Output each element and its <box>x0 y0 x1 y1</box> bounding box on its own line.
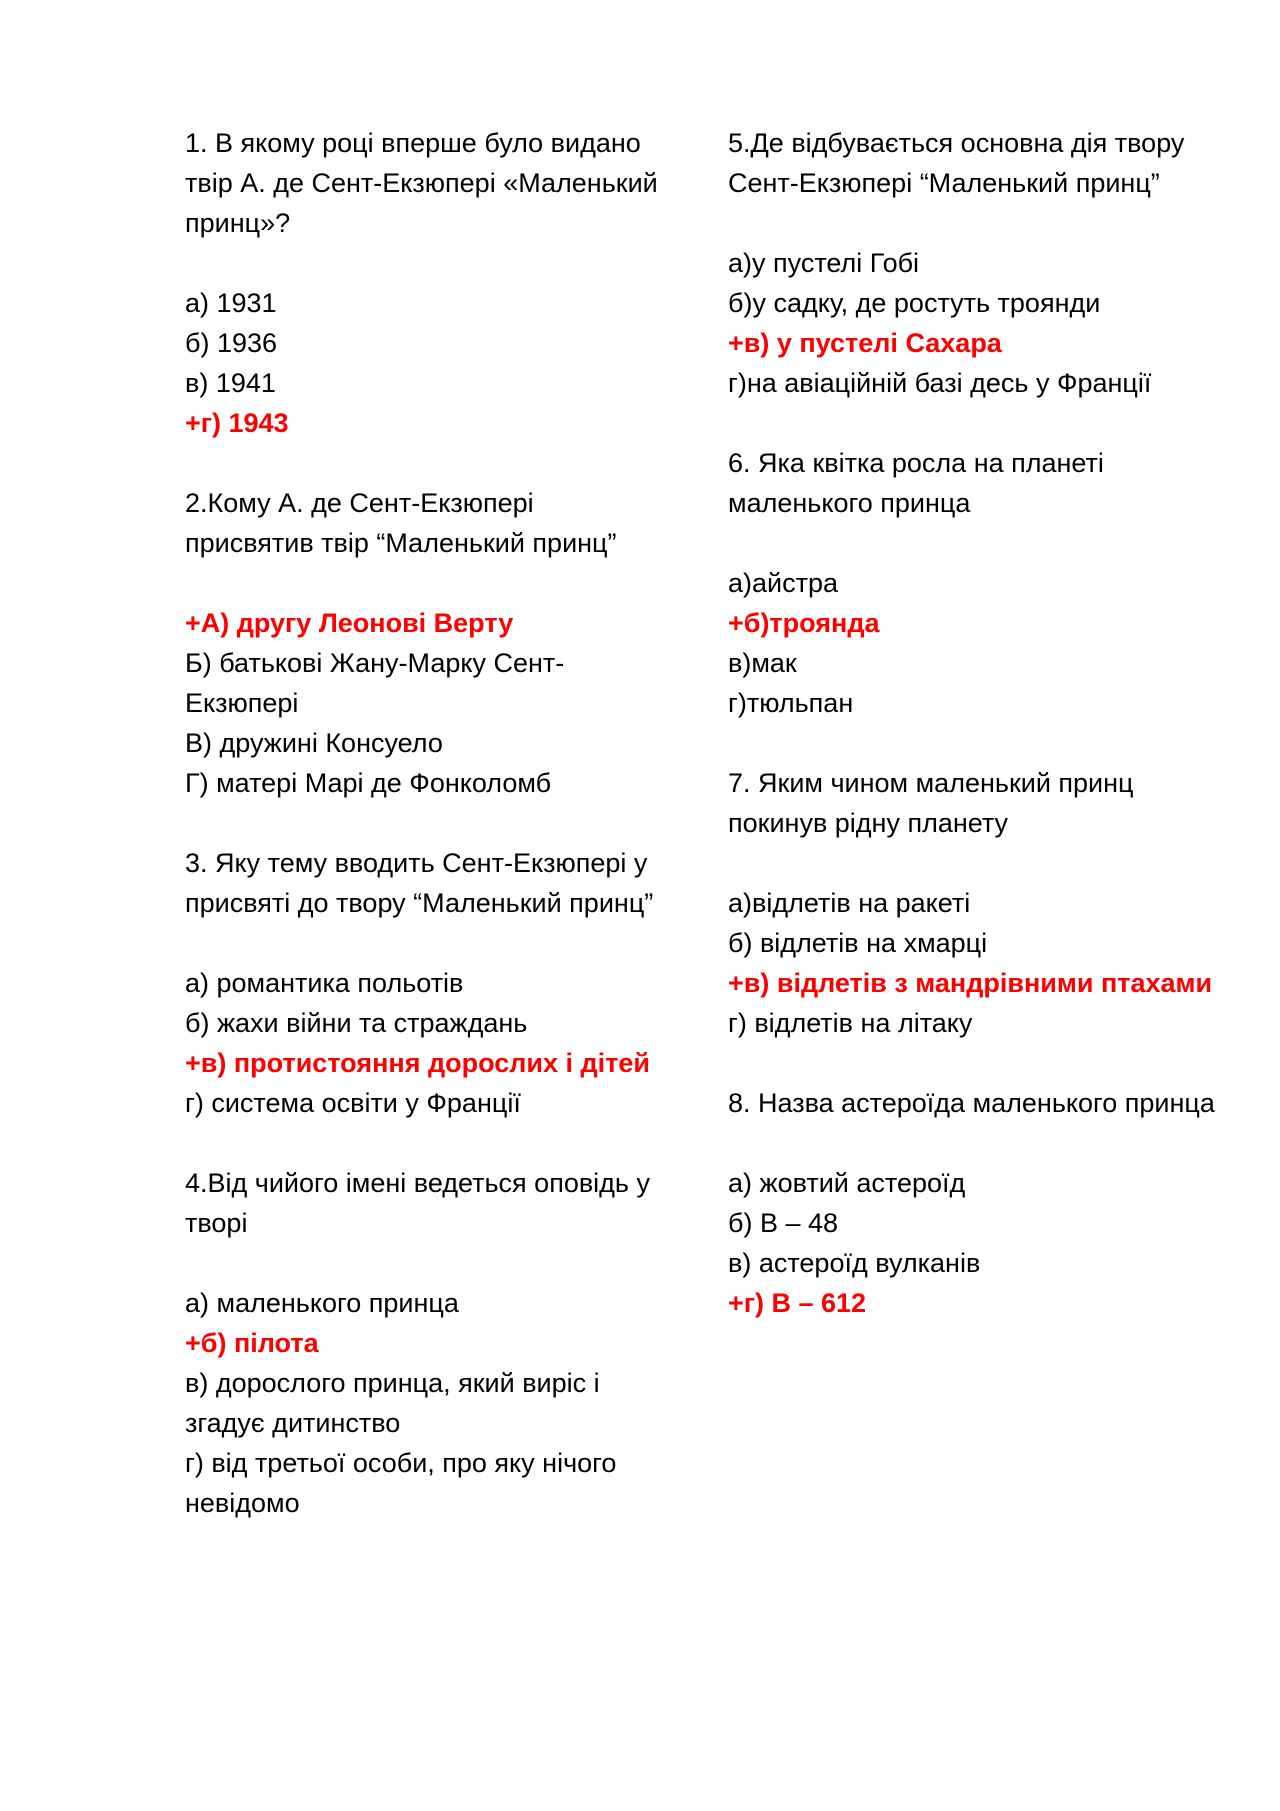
question-block <box>728 123 1218 403</box>
answer-option: г) від третьої особи, про яку нічого невідомо <box>185 1448 617 1518</box>
correct-answer-option: +г) 1943 <box>185 408 289 438</box>
answer-option: Г) матері Марі де Фонколомб <box>185 768 552 798</box>
question-text: 7. Яким чином маленький принц покинув рідну планету <box>728 768 1134 838</box>
answer-option: а)відлетів на ракеті <box>728 888 971 918</box>
answer-option: а) жовтий астероїд <box>728 1168 966 1198</box>
answer-option: Б) батькові Жану-Марку Сент-Екзюпері <box>185 648 565 718</box>
answer-option: г) відлетів на літаку <box>728 1008 973 1038</box>
correct-answer-option: +б) пілота <box>185 1328 319 1358</box>
answer-option: в) астероїд вулканів <box>728 1248 981 1278</box>
answer-option: а)у пустелі Гобі <box>728 248 920 278</box>
question-text: 4.Від чийого імені ведеться оповідь у творі <box>185 1168 650 1238</box>
correct-answer-option: +б)троянда <box>728 608 880 638</box>
correct-answer-option: +в) у пустелі Сахара <box>728 328 1002 358</box>
answer-option: в) 1941 <box>185 368 276 398</box>
question-block <box>185 1163 660 1523</box>
correct-answer-option: +в) відлетів з мандрівними птахами <box>728 968 1213 998</box>
answer-option: б) жахи війни та страждань <box>185 1008 528 1038</box>
answer-option: б) відлетів на хмарці <box>728 928 988 958</box>
question-text: 8. Назва астероїда маленького принца <box>728 1088 1215 1118</box>
answer-option: б)у садку, де ростуть троянди <box>728 288 1101 318</box>
answer-option: б) В – 48 <box>728 1208 839 1238</box>
answer-option: г) система освіти у Франції <box>185 1088 521 1118</box>
answer-option: в) дорослого принца, який виріс і згадує дитинство <box>185 1368 600 1438</box>
left-column <box>185 123 660 1563</box>
answer-option: а) маленького принца <box>185 1288 459 1318</box>
correct-answer-option: +г) В – 612 <box>728 1288 867 1318</box>
question-text: 5.Де відбувається основна дія твору Сент-Екзюпері “Маленький принц” <box>728 128 1185 198</box>
question-block <box>728 1083 1218 1323</box>
answer-option: а) романтика польотів <box>185 968 464 998</box>
correct-answer-option: +в) протистояння дорослих і дітей <box>185 1048 650 1078</box>
question-block <box>728 443 1218 723</box>
answer-option: В) дружині Консуело <box>185 728 443 758</box>
question-text: 1. В якому році вперше було видано твір А. де Сент-Екзюпері «Маленький принц»? <box>185 128 658 238</box>
answer-option: а) 1931 <box>185 288 277 318</box>
question-block <box>185 843 660 1123</box>
answer-option: в)мак <box>728 648 797 678</box>
question-block <box>185 483 660 803</box>
question-block <box>728 763 1218 1043</box>
correct-answer-option: +А) другу Леонові Верту <box>185 608 514 638</box>
answer-option: б) 1936 <box>185 328 278 358</box>
right-column <box>728 123 1218 1363</box>
answer-option: г)тюльпан <box>728 688 854 718</box>
answer-option: а)айстра <box>728 568 839 598</box>
question-text: 6. Яка квітка росла на планеті маленького принца <box>728 448 1104 518</box>
answer-option: г)на авіаційній базі десь у Франції <box>728 368 1152 398</box>
question-block <box>185 123 660 443</box>
question-text: 3. Яку тему вводить Сент-Екзюпері у присвяті до твору “Маленький принц” <box>185 848 654 918</box>
question-text: 2.Кому А. де Сент-Екзюпері присвятив твір “Маленький принц” <box>185 488 617 558</box>
